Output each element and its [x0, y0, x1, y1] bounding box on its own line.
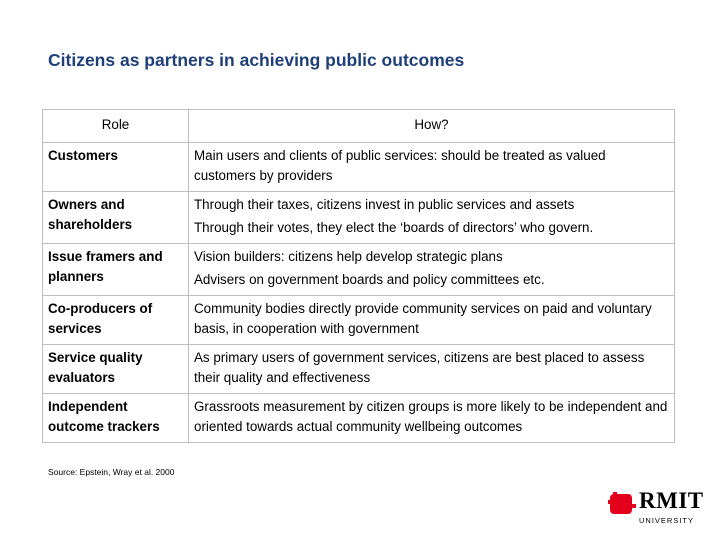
- role-cell: Customers: [43, 143, 189, 192]
- table-row: [43, 394, 675, 443]
- role-cell: Owners and shareholders: [43, 192, 189, 244]
- table-row: [43, 244, 675, 296]
- how-line: Vision builders: citizens help develop strategic plans: [194, 249, 503, 264]
- rmit-logo: [608, 488, 704, 528]
- table-row: [43, 345, 675, 394]
- slide-title: Citizens as partners in achieving public outcomes: [48, 50, 465, 70]
- table-row: [43, 192, 675, 244]
- table-row: [43, 143, 675, 192]
- role-cell: Co-producers of services: [43, 296, 189, 345]
- how-line: As primary users of government services, citizens are best placed to assess their quality and effectiveness: [194, 350, 645, 385]
- header-role: Role: [43, 110, 189, 143]
- how-cell: [189, 296, 675, 345]
- pixel-mark-icon: [608, 492, 636, 516]
- how-line: Through their taxes, citizens invest in public services and assets: [194, 197, 575, 212]
- table-header-row: [43, 110, 675, 143]
- table-row: [43, 296, 675, 345]
- how-line: Community bodies directly provide community services on paid and voluntary basis, in cooperation with government: [194, 301, 652, 336]
- how-cell: [189, 244, 675, 296]
- roles-table: [42, 109, 675, 443]
- how-cell: [189, 143, 675, 192]
- how-line: Grassroots measurement by citizen groups is more likely to be independent and oriented towards actual community wellbeing outcomes: [194, 399, 668, 434]
- header-how: How?: [189, 110, 675, 143]
- how-cell: [189, 192, 675, 244]
- role-cell: Issue framers and planners: [43, 244, 189, 296]
- how-cell: [189, 345, 675, 394]
- role-cell: Service quality evaluators: [43, 345, 189, 394]
- role-cell: Independent outcome trackers: [43, 394, 189, 443]
- how-line: Through their votes, they elect the ‘boards of directors’ who govern.: [194, 220, 594, 235]
- roles-table-container: [42, 109, 674, 443]
- logo-subtitle: UNIVERSITY: [639, 516, 695, 525]
- how-line: Advisers on government boards and policy committees etc.: [194, 272, 545, 287]
- source-citation: Source: Epstein, Wray et al. 2000: [48, 467, 175, 477]
- how-cell: [189, 394, 675, 443]
- how-line: Main users and clients of public services: should be treated as valued customers by providers: [194, 148, 606, 183]
- logo-wordmark: RMIT: [639, 488, 704, 513]
